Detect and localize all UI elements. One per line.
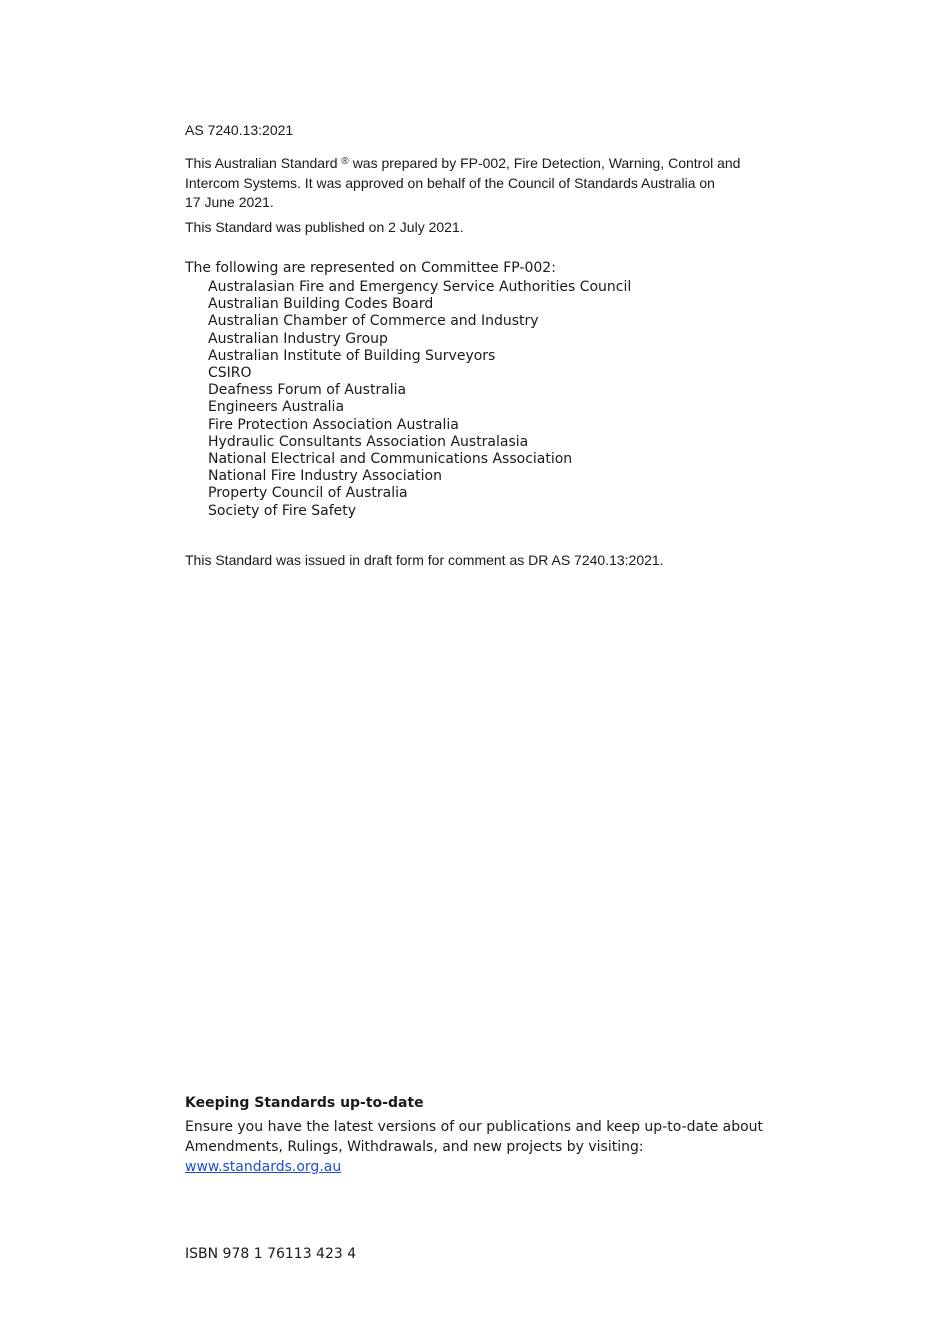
keeping-line1: Ensure you have the latest versions of our publications and keep up-to-date about: [185, 1119, 764, 1135]
committee-member: CSIRO: [208, 365, 252, 382]
committee-member: Society of Fire Safety: [208, 502, 357, 519]
committee-member: Property Council of Australia: [208, 485, 408, 502]
committee-member: Australasian Fire and Emergency Service Authorities Council: [208, 279, 632, 295]
preparation-line1: was prepared by FP-002, Fire Detection, Warning, Control and: [352, 155, 741, 171]
committee-member-list: [208, 279, 631, 520]
committee-member: Australian Institute of Building Surveyors: [208, 347, 496, 364]
registered-mark: ®: [341, 156, 349, 167]
keeping-up-to-date-text: [185, 1118, 763, 1177]
committee-member: Deafness Forum of Australia: [208, 382, 407, 399]
committee-member: Australian Industry Group: [208, 330, 388, 347]
publication-date-statement: This Standard was published on 2 July 2021.: [185, 219, 464, 235]
committee-member: National Electrical and Communications Association: [208, 451, 573, 468]
keeping-line2: Amendments, Rulings, Withdrawals, and new projects by visiting:: [185, 1138, 644, 1155]
committee-intro: The following are represented on Committee FP-002:: [185, 260, 556, 276]
preparation-prefix: This Australian Standard: [185, 155, 338, 171]
standard-designation: AS 7240.13:2021: [185, 122, 294, 138]
standards-website-link[interactable]: www.standards.org.au: [185, 1158, 342, 1175]
preparation-statement: [185, 154, 765, 213]
committee-member: National Fire Industry Association: [208, 468, 442, 485]
committee-member: Hydraulic Consultants Association Australasia: [208, 433, 529, 450]
committee-member: Fire Protection Association Australia: [208, 416, 459, 433]
preparation-line2: Intercom Systems. It was approved on behalf of the Council of Standards Australia on: [185, 174, 715, 191]
committee-member: Engineers Australia: [208, 399, 345, 416]
draft-notice: This Standard was issued in draft form for comment as DR AS 7240.13:2021.: [185, 552, 664, 568]
committee-member: Australian Building Codes Board: [208, 296, 434, 313]
preparation-line3: 17 June 2021.: [185, 194, 274, 210]
committee-member: Australian Chamber of Commerce and Industry: [208, 313, 539, 330]
isbn-number: ISBN 978 1 76113 423 4: [185, 1246, 357, 1262]
keeping-up-to-date-heading: Keeping Standards up-to-date: [185, 1095, 424, 1111]
